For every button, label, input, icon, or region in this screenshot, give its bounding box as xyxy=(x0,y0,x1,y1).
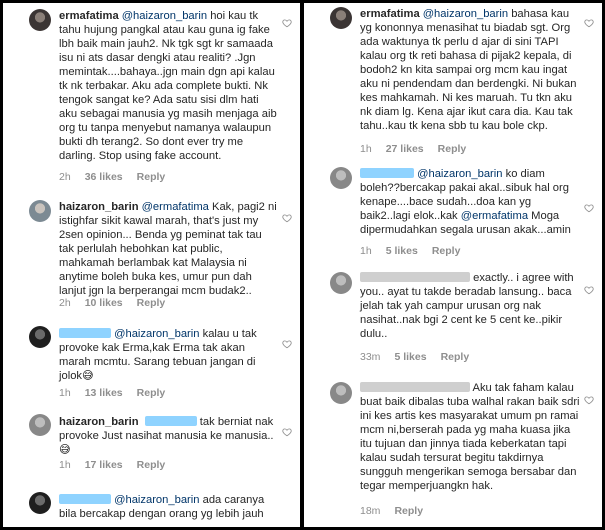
heart-icon[interactable] xyxy=(282,18,292,28)
mention-link[interactable]: @haizaron_barin xyxy=(422,8,509,20)
avatar[interactable] xyxy=(29,414,51,436)
comment-text-start: exactly.. i agree xyxy=(473,272,551,284)
avatar[interactable] xyxy=(330,272,352,294)
comment-meta xyxy=(59,459,179,471)
redacted-username xyxy=(59,494,111,504)
comment-meta xyxy=(59,171,179,183)
redacted-username xyxy=(360,168,414,178)
comment-text: nak provoke Just nasihat manusia ke manusia.. xyxy=(59,416,274,442)
comment-time: 2h xyxy=(59,297,71,309)
avatar[interactable] xyxy=(330,7,352,29)
likes-count[interactable]: 5 likes xyxy=(385,245,418,257)
likes-count[interactable]: 10 likes xyxy=(84,297,123,309)
comment-text: bahasa kau yg kononnya menasihat tu biadab sgt. Org ada waktunya tk perlu d ajar di sini TAPI kalau org tk reti bahasa di pijak2 kepala, di bodoh2 kn kita sampai org mcm kau ingat aku ni pendendam dan berdengki. Ni bukan kes mahkamah. Ni kes maruah. Tu tkn aku nk diam lg. Kena ajar ikut cara dia. Kau tak tahu..kau tk kena sbb tu kau bole ckp. xyxy=(360,8,577,132)
comment-body xyxy=(360,381,580,493)
comment-time: 1h xyxy=(360,245,372,257)
avatar[interactable] xyxy=(330,382,352,404)
avatar[interactable] xyxy=(29,9,51,31)
likes-count[interactable]: 27 likes xyxy=(385,143,424,155)
comment-time: 2h xyxy=(59,171,71,183)
redacted-mention xyxy=(145,416,197,426)
comment-meta xyxy=(360,351,483,363)
heart-icon[interactable] xyxy=(282,339,292,349)
comment-body xyxy=(59,327,278,383)
comment-meta xyxy=(360,505,437,517)
comment-body xyxy=(59,200,278,298)
heart-icon[interactable] xyxy=(584,395,594,405)
avatar[interactable] xyxy=(29,200,51,222)
mention-link[interactable]: @haizaron_barin xyxy=(114,328,200,340)
comment-body xyxy=(360,7,580,133)
comment-body xyxy=(59,415,278,457)
comment-text-start: Aku tak faham xyxy=(472,382,545,394)
mention-link[interactable]: @ermafatima xyxy=(141,201,209,213)
mention-link[interactable]: @haizaron_barin xyxy=(114,494,200,506)
reply-button[interactable]: Reply xyxy=(136,387,166,399)
comment-meta xyxy=(360,245,474,257)
comment-text: ko diam boleh??bercakap pakai akal..sibuk hal org kenape....bace sudah...doa kan yg baik2..lagi elok..kak xyxy=(360,168,569,222)
comments-panel-left[interactable] xyxy=(3,3,300,527)
likes-count[interactable]: 17 likes xyxy=(84,459,123,471)
reply-button[interactable]: Reply xyxy=(136,459,166,471)
comment-time: 33m xyxy=(360,351,381,363)
comment-username[interactable]: ermafatima xyxy=(59,10,119,22)
comment-time: 18m xyxy=(360,505,381,517)
avatar[interactable] xyxy=(29,492,51,514)
mention-link[interactable]: @haizaron_barin xyxy=(417,168,503,180)
reply-button[interactable]: Reply xyxy=(437,143,467,155)
comment-text: hoi kau tk tahu hujung pangkal atau kau guna ig fake lbh baik main jauh2. Nk tgk sgt kr samaada isu ni ats dasar dengki atau realiti? .Jgn memintak....bahaya..jgn main dgn api kalau tk nk terbakar. Aku ada complete bukti. Nk tengok sangat ke? Ada satu sisi dlm hati aku sebagai manusia yg masih menjaga aib org tu tanpa menyebut namanya walaupun bukti dh terang2. So dont ever try me darling. Stop using fake account. xyxy=(59,10,277,162)
redacted-username xyxy=(59,328,111,338)
comment-username[interactable]: ermafatima xyxy=(360,8,420,20)
redacted-username xyxy=(360,382,470,392)
comment-time: 1h xyxy=(59,459,71,471)
comment-text: Kak, pagi2 ni istighfar sikit kawal marah, that's just my 2sen opinion... Benda yg peminat tak tau tak perlulah hebohkan kat public, mahkamah berlambak kat Malaysia ni anytime boleh buka kes, umur pun dah lanjut jgn la berperangai mcm budak2.. xyxy=(59,201,277,297)
comment-username[interactable]: haizaron_barin xyxy=(59,201,139,213)
likes-count[interactable]: 5 likes xyxy=(394,351,427,363)
comment-body xyxy=(59,9,278,163)
emoji: 😅 xyxy=(82,370,94,382)
comment-meta xyxy=(59,387,179,399)
heart-icon[interactable] xyxy=(282,213,292,223)
reply-button[interactable]: Reply xyxy=(431,245,461,257)
comment-body xyxy=(360,271,580,341)
comment-body xyxy=(59,493,278,521)
comment-meta xyxy=(360,143,480,155)
heart-icon[interactable] xyxy=(584,285,594,295)
comment-username[interactable]: haizaron_barin xyxy=(59,416,139,428)
comment-text: kalau u tak provoke kak Erma,kak Erma tak akan marah mcmtu. Sarang tebuan jangan di jolok xyxy=(59,328,257,382)
avatar[interactable] xyxy=(330,167,352,189)
reply-button[interactable]: Reply xyxy=(394,505,424,517)
reply-button[interactable]: Reply xyxy=(136,297,166,309)
avatar[interactable] xyxy=(29,326,51,348)
reply-button[interactable]: Reply xyxy=(136,171,166,183)
comment-time: 1h xyxy=(59,387,71,399)
heart-icon[interactable] xyxy=(584,203,594,213)
comment-text: kalau buat baik dibalas tuba walhal rakan baik sdri ini kes artis kes masyarakat umum pn ramai mcm ni,berserah pada yg maha kuasa jika itu tujuan dan jinnya tiada keberkatan tapi kalau sudah tersurat begitu takdirnya sungguh mengerikan semoga bersabar dan tegar memperjuangkn hak. xyxy=(360,382,580,492)
comment-text: with you.. ayat tu takde beradab lansung.. baca jelah tak yah campur urusan org nak nasihat..nak bgi 2 cent ke 5 cent ke..pikir dulu.. xyxy=(360,272,574,340)
comment-text: ada caranya bila bercakap dengan orang yg lebih jauh xyxy=(59,494,265,520)
comment-body xyxy=(360,167,580,237)
mention-link[interactable]: @ermafatima xyxy=(460,210,529,222)
comment-text-start: tak berniat xyxy=(199,416,253,428)
redacted-username xyxy=(360,272,470,282)
emoji: 😅 xyxy=(59,444,71,456)
comment-text: Moga dipermudahkan segala urusan akak...amin xyxy=(360,210,571,236)
comment-time: 1h xyxy=(360,143,372,155)
comment-meta xyxy=(59,297,179,309)
mention-link[interactable]: @haizaron_barin xyxy=(121,10,208,22)
likes-count[interactable]: 36 likes xyxy=(84,171,123,183)
likes-count[interactable]: 13 likes xyxy=(84,387,123,399)
reply-button[interactable]: Reply xyxy=(440,351,470,363)
heart-icon[interactable] xyxy=(282,427,292,437)
comments-panel-right[interactable] xyxy=(304,3,602,527)
heart-icon[interactable] xyxy=(584,18,594,28)
